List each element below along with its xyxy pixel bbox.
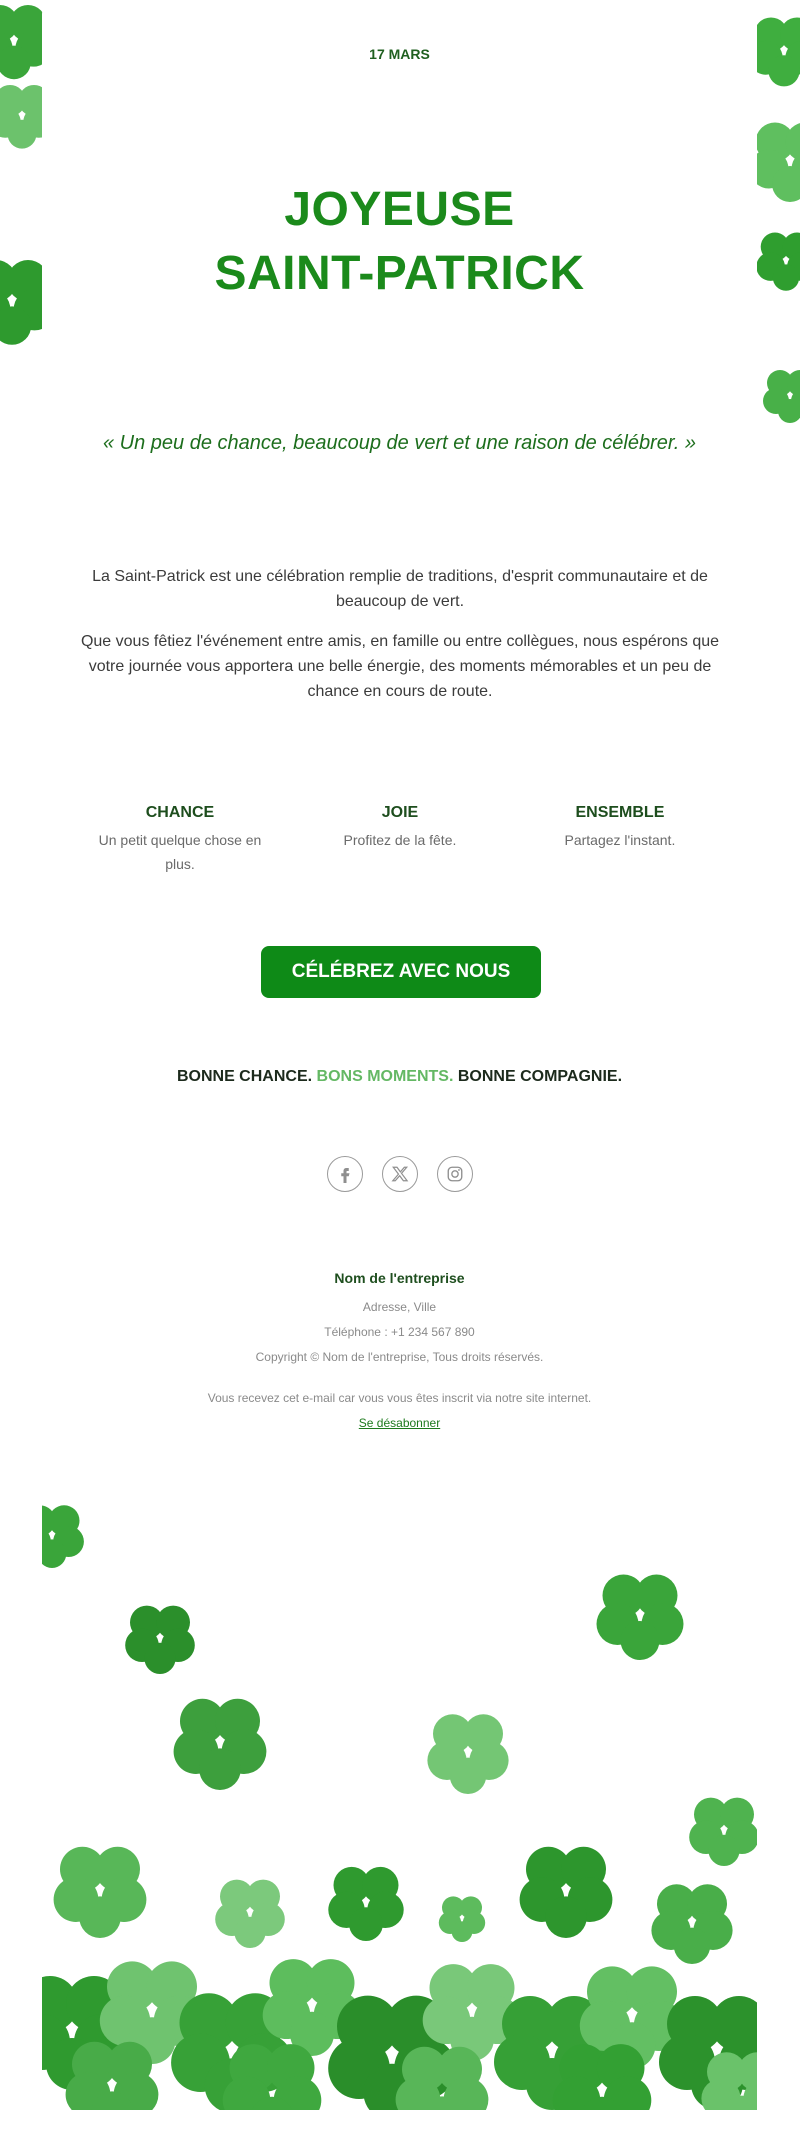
feature-description: Partagez l'instant. bbox=[564, 832, 676, 848]
title-line-1: JOYEUSE bbox=[284, 183, 515, 236]
quote: « Un peu de chance, beaucoup de vert et une raison de célébrer. » bbox=[103, 432, 696, 454]
page-title bbox=[42, 178, 757, 306]
unsubscribe-link[interactable]: Se désabonner bbox=[358, 1416, 441, 1430]
facebook-link[interactable] bbox=[327, 1156, 363, 1192]
company-phone: Téléphone : +1 234 567 890 bbox=[324, 1325, 475, 1339]
tagline bbox=[42, 1068, 757, 1086]
feature-ensemble bbox=[510, 804, 730, 876]
social-links bbox=[42, 1156, 757, 1192]
features-row bbox=[70, 804, 730, 876]
tagline-part-2: BONS MOMENTS. bbox=[316, 1068, 454, 1085]
copyright: Copyright © Nom de l'entreprise, Tous droits réservés. bbox=[255, 1350, 544, 1364]
feature-title: ENSEMBLE bbox=[575, 804, 665, 821]
celebrate-button[interactable]: CÉLÉBREZ AVEC NOUS bbox=[261, 946, 541, 998]
company-name: Nom de l'entreprise bbox=[334, 1270, 465, 1286]
x-icon bbox=[391, 1165, 409, 1183]
instagram-link[interactable] bbox=[437, 1156, 473, 1192]
feature-description: Profitez de la fête. bbox=[343, 832, 457, 848]
feature-title: JOIE bbox=[381, 804, 419, 821]
facebook-icon bbox=[336, 1165, 354, 1183]
instagram-icon bbox=[446, 1165, 464, 1183]
company-address: Adresse, Ville bbox=[362, 1300, 437, 1314]
event-date: 17 MARS bbox=[369, 46, 430, 62]
wishes-paragraph: Que vous fêtiez l'événement entre amis, en famille ou entre collègues, nous espérons que votre journée vous apportera une belle énergie, des moments mémorables et un peu de chance en cours de route. bbox=[80, 633, 720, 700]
tagline-part-3: BONNE COMPAGNIE. bbox=[457, 1068, 623, 1085]
x-link[interactable] bbox=[382, 1156, 418, 1192]
tagline-part-1: BONNE CHANCE. bbox=[176, 1068, 313, 1085]
title-line-2: SAINT-PATRICK bbox=[214, 247, 585, 300]
subscription-notice: Vous recevez cet e-mail car vous vous êtes inscrit via notre site internet. bbox=[207, 1391, 592, 1405]
feature-joie bbox=[290, 804, 510, 876]
feature-title: CHANCE bbox=[145, 804, 215, 821]
shamrock-field-illustration bbox=[42, 1490, 757, 2110]
feature-description: Un petit quelque chose en plus. bbox=[98, 832, 262, 872]
feature-chance bbox=[70, 804, 290, 876]
email-footer bbox=[42, 1270, 757, 1436]
intro-paragraph: La Saint-Patrick est une célébration remplie de traditions, d'esprit communautaire et de beaucoup de vert. bbox=[92, 568, 708, 610]
